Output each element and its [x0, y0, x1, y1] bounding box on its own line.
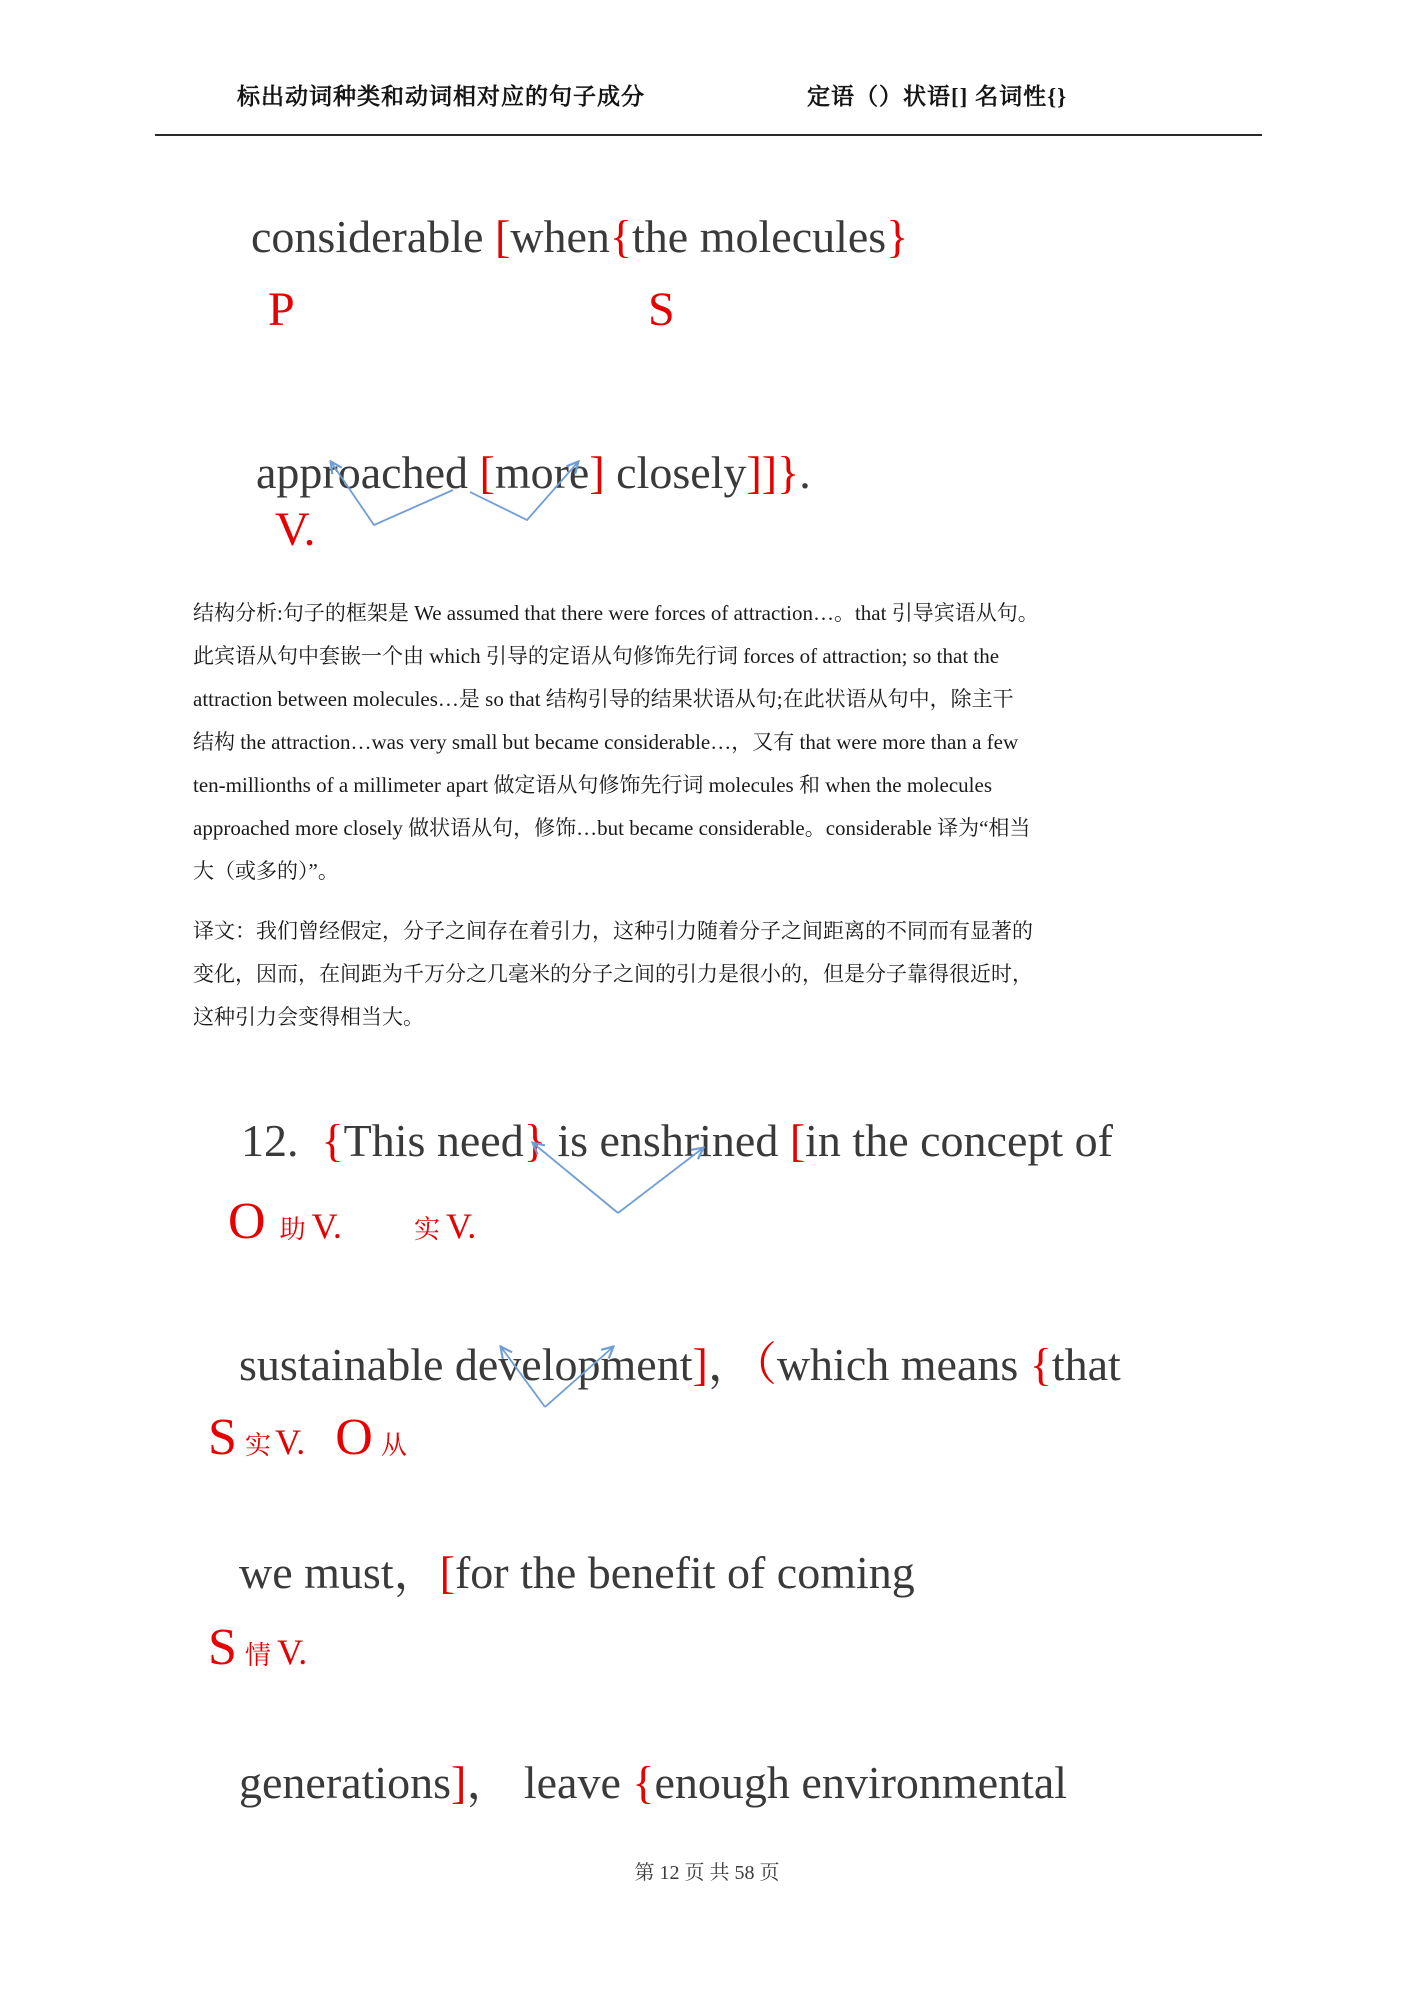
grammar-label-row — [192, 1396, 407, 1480]
translation-paragraph — [193, 910, 1283, 1039]
text-segment: ， — [707, 1338, 754, 1390]
text-segment: is enshrined — [545, 1114, 790, 1166]
text-segment: the molecules — [632, 210, 887, 262]
label-notional-cn: 实 — [413, 1215, 440, 1244]
label-verb-v: V. — [274, 1422, 306, 1462]
label-verb-v: V. — [275, 503, 316, 556]
text-segment: when — [510, 210, 610, 262]
header-title: 标出动词种类和动词相对应的句子成分 — [237, 84, 645, 109]
text-segment: in the concept of — [805, 1114, 1113, 1166]
text-segment: enough environmental — [654, 1756, 1068, 1808]
analysis-line: ten-millionths of a millimeter apart 做定语从句修饰先行词 molecules 和 when the molecules — [193, 773, 993, 797]
adverbial-close-bracket: ] — [589, 446, 605, 498]
footer-page-number: 第 12 页 共 58 页 — [634, 1862, 780, 1884]
text-segment: . — [799, 446, 811, 498]
noun-clause-open-brace: { — [1029, 1338, 1052, 1390]
analysis-line: approached more closely 做状语从句，修饰…but became considerable。considerable 译为“相当 — [193, 816, 1031, 840]
analysis-line: 大（或多的）”。 — [193, 859, 339, 883]
text-segment: for the benefit of coming — [454, 1546, 915, 1598]
adverbial-open-bracket: [ — [789, 1114, 806, 1166]
text-segment: generations — [239, 1756, 452, 1808]
analysis-line: 结构分析:句子的框架是 We assumed that there were forces of attraction…。that 引导宾语从句。 — [193, 601, 1039, 625]
sentence-line — [205, 158, 908, 317]
noun-clause-open-brace: { — [609, 210, 633, 262]
translation-line: 译文：我们曾经假定，分子之间存在着引力，这种引力随着分子之间距离的不同而有显著的 — [193, 919, 1033, 943]
adverbial-open-bracket: [ — [439, 1546, 455, 1598]
label-verb-v: V. — [311, 1206, 342, 1246]
item-number: 12. — [241, 1114, 322, 1166]
attributive-open-paren: （ — [753, 1338, 777, 1390]
label-modal-cn: 情 — [244, 1641, 271, 1670]
adverbial-open-bracket: [ — [494, 210, 511, 262]
label-predicate-p: P — [268, 283, 295, 336]
text-segment: This need — [343, 1114, 524, 1166]
analysis-line: 结构 the attraction…was very small but became considerable…，又有 that were more than a few — [193, 730, 1019, 754]
noun-clause-close-brace: } — [523, 1114, 546, 1166]
translation-line: 变化，因而，在间距为千万分之几毫米的分子之间的引力是很小的，但是分子靠得很近时， — [193, 962, 1033, 986]
grammar-label-row — [192, 1606, 307, 1690]
noun-clause-open-brace: { — [321, 1114, 344, 1166]
adverbial-close-bracket: ] — [692, 1338, 708, 1390]
text-segment: that — [1051, 1338, 1121, 1390]
structure-analysis-paragraph — [193, 592, 1283, 893]
text-segment: which means — [776, 1338, 1030, 1390]
noun-clause-close-brace: } — [886, 210, 909, 262]
label-notional-cn: 实 — [244, 1431, 271, 1460]
sentence-line — [193, 1704, 1067, 1863]
label-subject-s: S — [208, 1619, 237, 1676]
text-segment: more — [494, 446, 590, 498]
label-object-o: O — [335, 1409, 373, 1466]
label-auxiliary-cn: 助 — [279, 1215, 306, 1244]
text-segment: we must， — [239, 1546, 440, 1598]
label-object-o: O — [228, 1193, 266, 1250]
adverbial-open-bracket: [ — [479, 446, 495, 498]
analysis-line: attraction between molecules…是 so that 结构引导的结果状语从句;在此状语从句中，除主干 — [193, 687, 1014, 711]
label-verb-v: V. — [445, 1206, 477, 1246]
text-segment: ， leave — [466, 1756, 633, 1808]
noun-clause-open-brace: { — [632, 1756, 655, 1808]
translation-line: 这种引力会变得相当大。 — [193, 1005, 424, 1029]
label-verb-v: V. — [276, 1632, 308, 1672]
text-segment: approached — [256, 446, 480, 498]
adverbial-close-bracket: ] — [451, 1756, 467, 1808]
closing-brackets: ]]} — [746, 446, 800, 498]
label-subject-s: S — [648, 283, 675, 336]
label-subject-s: S — [208, 1409, 237, 1466]
header-divider — [155, 134, 1262, 136]
grammar-label-row — [212, 1180, 476, 1264]
header-bracket-legend: 定语（）状语[] 名词性{} — [807, 84, 1068, 109]
text-segment: closely — [604, 446, 747, 498]
label-clause-cn: 从 — [380, 1431, 407, 1460]
text-segment: sustainable development — [239, 1338, 693, 1390]
analysis-line: 此宾语从句中套嵌一个由 which 引导的定语从句修饰先行词 forces of attraction; so that the — [193, 644, 1000, 668]
text-segment: considerable — [251, 210, 495, 262]
